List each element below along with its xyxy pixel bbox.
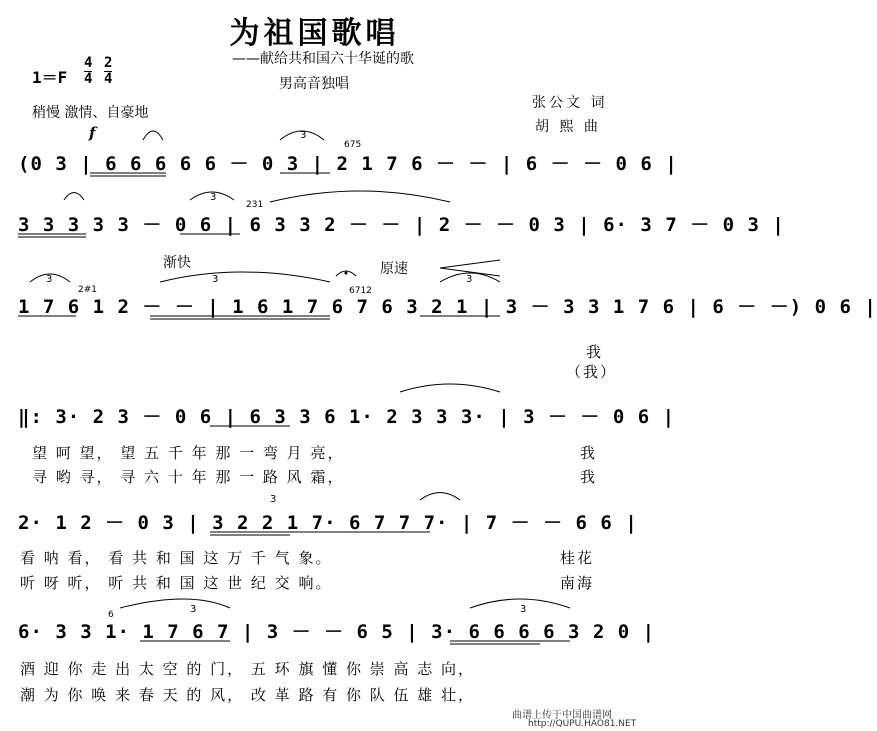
triplet-mark-4: 3 [212,274,219,285]
triplet-mark-2: 3 [210,192,217,203]
grace-note-1: 675 [344,140,362,150]
time-signature-b: 2 4 [104,55,113,87]
subtitle: ——献给共和国六十华诞的歌 [232,51,414,67]
triplet-mark-7: 3 [190,604,197,615]
triplet-mark-1: 3 [300,130,307,141]
triplet-mark-8: 3 [520,604,527,615]
pickup-lyric-1: 我 [586,343,604,361]
verse1-line3: 酒 迎 你 走 出 太 空 的 门， 五 环 旗 懂 你 崇 高 志 向， [20,660,476,678]
original-tempo-marking: 原速 [380,261,408,277]
verse1-line1: 望 呵 望， 望 五 千 年 那 一 弯 月 亮， [32,444,345,462]
grace-note-2: 231 [246,200,264,210]
score-row-1: (0 3 | 6 6 6 6 6 － 0 3 | 2 1 7 6 － － | 6 － － 0 6 | [18,153,678,175]
slur-4 [190,192,234,200]
verse2-line1: 寻 哟 寻， 寻 六 十 年 那 一 路 风 霜， [32,468,345,486]
verse2-line3: 潮 为 你 唤 来 春 天 的 风， 改 革 路 有 你 队 伍 雄 壮， [20,686,476,704]
verse2-line2: 听 呀 听， 听 共 和 国 这 世 纪 交 响。 [20,574,333,592]
score-row-2: 3 3 3 3 3 － 0 6 | 6 3 3 2 － － | 2 － － 0 3 | 6· 3 7 － 0 3 | [18,214,785,236]
watermark-url: http://QUPU.HAO81.NET [528,719,637,729]
triplet-mark-6: 3 [270,494,277,505]
composer-credit: 胡 熙 曲 [535,119,601,135]
triplet-mark-3: 3 [46,274,53,285]
grace-note-4: 6712 [349,286,372,296]
slur-5 [30,274,70,282]
verse1-line2-end: 桂花 [560,549,595,567]
score-row-4: ‖: 3· 2 3 － 0 6 | 6 3 3 6 1· 2 3 3 3· | 3 － － 0 6 | [18,406,676,428]
tempo-marking: 稍慢 激情、自豪地 [32,105,149,121]
slur-1 [143,131,163,140]
pickup-lyric-2: （我） [566,363,618,381]
lyricist-credit: 张公文 词 [532,95,608,111]
performance-note: 男高音独唱 [279,76,349,92]
grace-note-3: 2#1 [78,285,97,295]
crescendo-hairpin [440,260,500,276]
watermark-text: 曲谱上传于中国曲谱网 [512,710,612,721]
slur-3 [64,193,84,201]
score-row-5: 2· 1 2 － 0 3 | 3 2 2 1 7· 6 7 7 7· | 7 － － 6 6 | [18,512,638,534]
verse2-line1-end: 我 [580,468,598,486]
dynamic-marking: f [89,124,96,142]
score-row-3: 1 7 6 1 2 － － | 1 6 1 7 6 7 6 3 2 1 | 3 － 3 3 1 7 6 | 6 － －) 0 6 | [18,296,877,318]
verse2-line2-end: 南海 [560,574,595,592]
slur-8 [120,599,230,608]
tie-3 [420,493,460,501]
time-signature-a: 4 4 [84,55,93,87]
slur-9 [470,599,570,608]
tie-2 [400,384,500,392]
gradual-fast-marking: 渐快 [163,255,191,271]
slur-6 [160,272,330,282]
slur-2 [280,131,324,140]
verse1-line2: 看 呐 看， 看 共 和 国 这 万 千 气 象。 [20,549,333,567]
key-signature: 1＝F [32,68,68,87]
score-row-6: 6· 3 3 1· 1 7 6 7 | 3 － － 6 5 | 3· 6 6 6 6 3 2 0 | [18,621,656,643]
tie-1 [270,191,450,202]
verse1-line1-end: 我 [580,444,598,462]
triplet-mark-5: 3 [466,274,473,285]
song-title: 为祖国歌唱 [229,16,400,51]
grace-note-5: 6 [108,610,114,620]
